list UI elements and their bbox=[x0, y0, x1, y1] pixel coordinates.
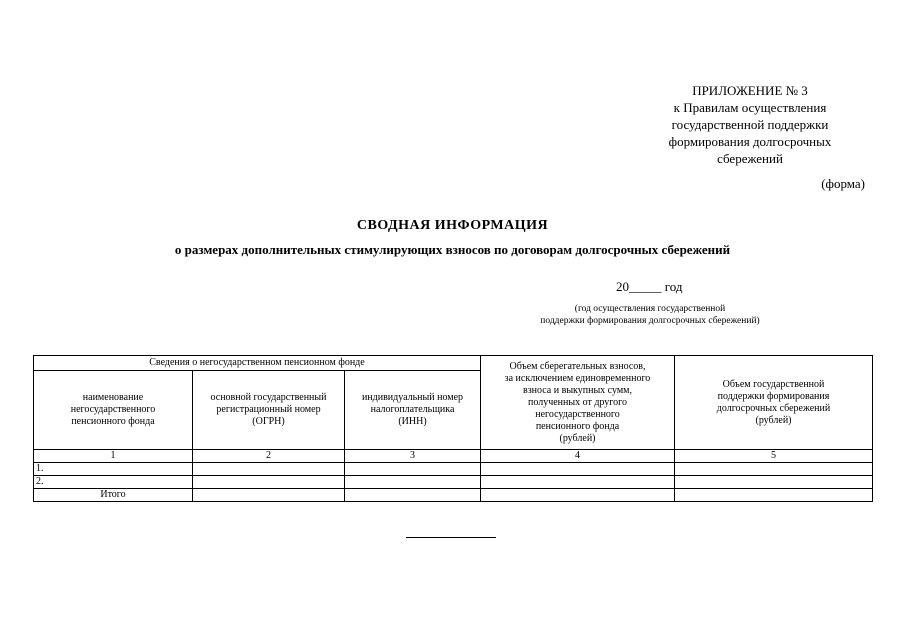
table-row bbox=[34, 476, 873, 489]
table-cell bbox=[675, 489, 873, 502]
table-cell bbox=[345, 489, 481, 502]
column-number: 1 bbox=[34, 450, 193, 463]
column-number: 2 bbox=[193, 450, 345, 463]
total-label: Итого bbox=[34, 489, 193, 502]
col-header-contributions: Объем сберегательных взносов, за исключением единовременного взноса и выкупных сумм, полученных от другого негосударственного пенсионного фонда (рублей) bbox=[481, 356, 675, 450]
col-header-fund-name: наименование негосударственного пенсионного фонда bbox=[34, 371, 193, 450]
row-number: 2. bbox=[34, 476, 193, 489]
document-title: СВОДНАЯ ИНФОРМАЦИЯ bbox=[356, 218, 549, 233]
year-note bbox=[520, 303, 780, 327]
table-cell bbox=[481, 476, 675, 489]
table-cell bbox=[481, 463, 675, 476]
group-header-npf: Сведения о негосударственном пенсионном фонде bbox=[34, 356, 481, 371]
summary-table bbox=[33, 355, 873, 502]
table-cell bbox=[345, 476, 481, 489]
document-subtitle: о размерах дополнительных стимулирующих взносов по договорам долгосрочных сбережений bbox=[174, 242, 731, 257]
table-cell bbox=[193, 489, 345, 502]
table-cell bbox=[193, 463, 345, 476]
table-cell bbox=[675, 476, 873, 489]
year-note-line: (год осуществления государственной bbox=[574, 304, 726, 314]
table-cell bbox=[481, 489, 675, 502]
column-number-row bbox=[34, 450, 873, 463]
appendix-line: формирования долгосрочных bbox=[668, 134, 832, 149]
column-number: 4 bbox=[481, 450, 675, 463]
col-header-inn: индивидуальный номер налогоплательщика (ИНН) bbox=[345, 371, 481, 450]
table-cell bbox=[193, 476, 345, 489]
column-number: 3 bbox=[345, 450, 481, 463]
appendix-line: государственной поддержки bbox=[671, 117, 829, 132]
year-note-line: поддержки формирования долгосрочных сбережений) bbox=[540, 316, 760, 326]
col-header-state-support: Объем государственной поддержки формирования долгосрочных сбережений (рублей) bbox=[675, 356, 873, 450]
appendix-line: к Правилам осуществления bbox=[673, 100, 827, 115]
column-number: 5 bbox=[675, 450, 873, 463]
total-row bbox=[34, 489, 873, 502]
table-row bbox=[34, 463, 873, 476]
appendix-heading: ПРИЛОЖЕНИЕ № 3 bbox=[692, 83, 808, 98]
table-cell bbox=[345, 463, 481, 476]
row-number: 1. bbox=[34, 463, 193, 476]
year-line: 20_____ год bbox=[616, 279, 683, 294]
form-label: (форма) bbox=[821, 176, 865, 191]
appendix-block bbox=[640, 82, 860, 167]
closing-rule bbox=[406, 537, 496, 538]
appendix-line: сбережений bbox=[717, 151, 783, 166]
col-header-ogrn: основной государственный регистрационный номер (ОГРН) bbox=[193, 371, 345, 450]
table-cell bbox=[675, 463, 873, 476]
